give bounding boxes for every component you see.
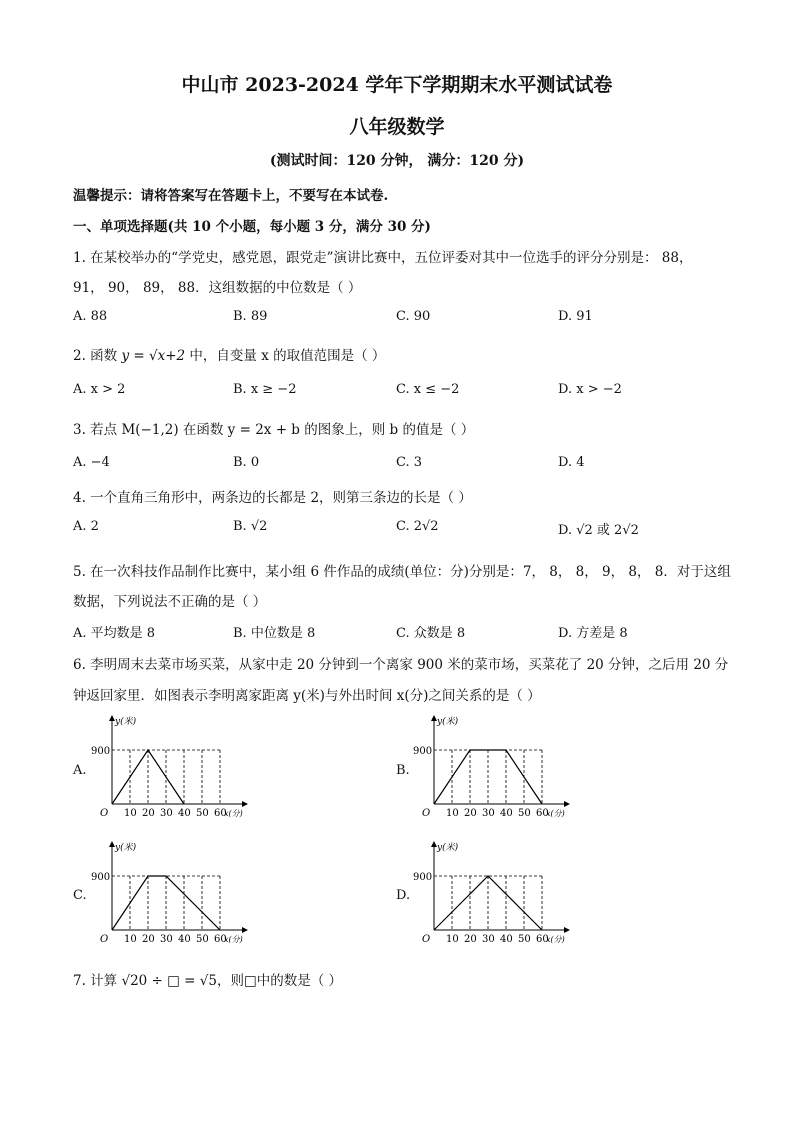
x-tick-label: 60 [214, 934, 227, 945]
q1-option-d: D. 91 [558, 309, 593, 324]
q6-option-c-label: C. [73, 888, 87, 903]
x-tick-label: 40 [500, 808, 513, 819]
q5-option-d: D. 方差是 8 [558, 626, 628, 641]
x-axis-label: x(分) [546, 809, 565, 818]
q5-line1: 5. 在一次科技作品制作比赛中，某小组 6 件作品的成绩(单位：分)分别是：7， 8， 8， 9， 8， 8．对于这组 [73, 564, 731, 580]
x-tick-label: 40 [500, 934, 513, 945]
x-tick-label: 30 [482, 934, 495, 945]
x-axis-label: x(分) [224, 935, 243, 944]
exam-info: (测试时间：120 分钟， 满分：120 分) [269, 153, 525, 169]
y-tick-900: 900 [91, 872, 111, 883]
x-tick-label: 20 [142, 808, 155, 819]
q5-option-c: C. 众数是 8 [396, 626, 466, 641]
q6-line1: 6. 李明周末去菜市场买菜，从家中走 20 分钟到一个离家 900 米的菜市场，买菜花了 20 分钟，之后用 20 分 [73, 657, 729, 673]
q4-option-b: B. √2 [233, 519, 268, 534]
q4-option-a: A. 2 [73, 519, 99, 534]
x-tick-label: 10 [446, 934, 459, 945]
q6-option-d-label: D. [396, 888, 411, 903]
x-axis-arrow [242, 801, 248, 807]
x-tick-label: 50 [196, 808, 209, 819]
x-tick-label: 50 [518, 808, 531, 819]
x-tick-label: 40 [178, 808, 191, 819]
q2-option-a: A. x > 2 [73, 382, 126, 397]
y-tick-900: 900 [91, 746, 111, 757]
origin-label: O [422, 808, 431, 819]
x-tick-label: 60 [214, 808, 227, 819]
origin-label: O [100, 808, 109, 819]
x-axis-label: x(分) [546, 935, 565, 944]
exam-subject: 八年级数学 [349, 116, 445, 138]
x-tick-label: 30 [160, 808, 173, 819]
x-tick-label: 20 [142, 934, 155, 945]
y-axis-label: y(米) [115, 717, 137, 727]
q2-line [73, 344, 385, 364]
q3-option-c: C. 3 [396, 455, 423, 470]
y-tick-900: 900 [413, 872, 433, 883]
q1-option-a: A. 88 [73, 309, 108, 324]
x-tick-label: 30 [160, 934, 173, 945]
exam-title: 中山市 2023-2024 学年下学期期末水平测试试卷 [181, 74, 613, 96]
x-axis-label: x(分) [224, 809, 243, 818]
q2-option-b: B. x ≥ −2 [233, 382, 297, 397]
x-tick-label: 60 [536, 808, 549, 819]
x-tick-label: 50 [196, 934, 209, 945]
y-axis-label: y(米) [437, 843, 459, 853]
x-tick-label: 60 [536, 934, 549, 945]
q6-option-b-label: B. [396, 763, 410, 778]
tip: 温馨提示：请将答案写在答题卡上，不要写在本试卷. [73, 188, 389, 204]
x-tick-label: 20 [464, 934, 477, 945]
x-axis-arrow [564, 801, 570, 807]
x-tick-label: 10 [124, 934, 137, 945]
x-axis-arrow [564, 927, 570, 933]
q3-option-d: D. 4 [558, 455, 585, 470]
q6-line2: 钟返回家里．如图表示李明离家距离 y(米)与外出时间 x(分)之间关系的是（ ） [73, 688, 541, 704]
q4-line: 4. 一个直角三角形中，两条边的长都是 2，则第三条边的长是（ ） [73, 490, 472, 506]
section-heading: 一、单项选择题(共 10 个小题，每小题 3 分，满分 30 分) [73, 219, 431, 235]
y-tick-900: 900 [413, 746, 433, 757]
y-axis-label: y(米) [115, 843, 137, 853]
x-tick-label: 10 [124, 808, 137, 819]
q7-line: 7. 计算 √20 ÷ □ = √5，则□中的数是（ ） [73, 973, 343, 989]
origin-label: O [422, 934, 431, 945]
q6-option-a-label: A. [73, 763, 87, 778]
x-tick-label: 10 [446, 808, 459, 819]
x-tick-label: 50 [518, 934, 531, 945]
q2-option-d: D. x > −2 [558, 382, 622, 397]
q6-graph-c [90, 838, 250, 950]
q1-option-c: C. 90 [396, 309, 431, 324]
q2-option-c: C. x ≤ −2 [396, 382, 460, 397]
y-axis-label: y(米) [437, 717, 459, 727]
q3-option-b: B. 0 [233, 455, 260, 470]
q2-formula: y = √x+2 [121, 348, 186, 364]
q5-option-a: A. 平均数是 8 [73, 626, 156, 641]
q2-suffix: 中，自变量 x 的取值范围是（ ） [189, 348, 386, 364]
x-tick-label: 30 [482, 808, 495, 819]
q4-option-c: C. 2√2 [396, 519, 439, 534]
q5-option-b: B. 中位数是 8 [233, 626, 316, 641]
q3-line: 3. 若点 M(−1,2) 在函数 y = 2x + b 的图象上，则 b 的值是（ ） [73, 422, 475, 438]
x-tick-label: 40 [178, 934, 191, 945]
q6-graph-a [90, 712, 250, 824]
q2-prefix: 2. 函数 [73, 348, 118, 364]
x-axis-arrow [242, 927, 248, 933]
origin-label: O [100, 934, 109, 945]
q1-line1: 1. 在某校举办的“学党史，感党恩，跟党走”演讲比赛中，五位评委对其中一位选手的评分分别是： 88， [73, 250, 693, 266]
q5-line2: 数据，下列说法不正确的是（ ） [73, 594, 267, 610]
q6-graph-b [412, 712, 572, 824]
q1-option-b: B. 89 [233, 309, 268, 324]
q3-option-a: A. −4 [73, 455, 110, 470]
q1-line2: 91， 90， 89， 88．这组数据的中位数是（ ） [73, 280, 362, 296]
q6-graph-d [412, 838, 572, 950]
x-tick-label: 20 [464, 808, 477, 819]
q4-option-d: D. √2 或 2√2 [558, 523, 639, 538]
